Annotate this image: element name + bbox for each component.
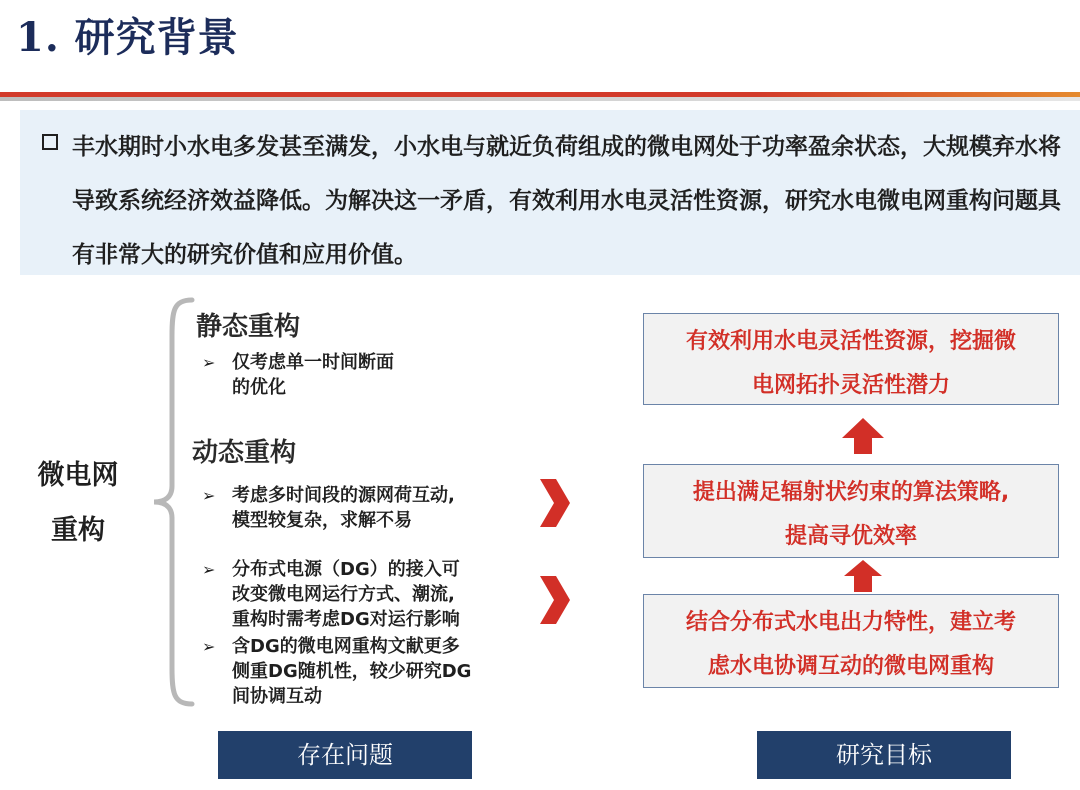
dynamic-item-3 bbox=[196, 634, 471, 709]
label-line-1: 微电网 bbox=[37, 460, 119, 491]
dynamic-item-2-line-1: 分布式电源（DG）的接入可 bbox=[232, 559, 460, 580]
arrowhead-bullet-icon: ➢ bbox=[202, 353, 216, 372]
goal-mid-line-2: 提高寻优效率 bbox=[784, 524, 917, 549]
label-line-2: 重构 bbox=[51, 515, 105, 546]
goal-box-bottom bbox=[643, 594, 1059, 688]
static-item-line-1: 仅考虑单一时间断面 bbox=[232, 352, 394, 373]
intro-panel bbox=[20, 110, 1080, 275]
dynamic-item-3-line-2: 侧重DG随机性，较少研究DG bbox=[232, 661, 472, 682]
dynamic-item-1-line-1: 考虑多时间段的源网荷互动, bbox=[232, 485, 455, 506]
arrow-up-icon bbox=[840, 416, 886, 456]
arrowhead-bullet-icon: ➢ bbox=[202, 560, 216, 579]
dynamic-item-2-line-2: 改变微电网运行方式、潮流, bbox=[232, 584, 455, 605]
goal-box-top bbox=[643, 313, 1059, 405]
intro-text: 丰水期时小水电多发甚至满发，小水电与就近负荷组成的微电网处于功率盈余状态，大规模弃水将导致系统经济效益降低。为解决这一矛盾，有效利用水电灵活性资源，研究水电微电网重构问题具有非常大的研究价值和应用价值。 bbox=[72, 134, 1061, 268]
arrow-up-icon bbox=[842, 558, 884, 594]
curly-brace-icon bbox=[150, 296, 200, 708]
square-bullet-icon bbox=[42, 134, 58, 150]
arrowhead-bullet-icon: ➢ bbox=[202, 637, 216, 656]
goal-top-line-1: 有效利用水电灵活性资源，挖掘微 bbox=[685, 329, 1016, 354]
goal-bottom-line-2: 虑水电协调互动的微电网重构 bbox=[707, 654, 994, 679]
static-item-line-2: 的优化 bbox=[232, 377, 286, 398]
dynamic-item-2-line-3: 重构时需考虑DG对运行影响 bbox=[232, 609, 460, 630]
goal-top-line-2: 电网拓扑灵活性潜力 bbox=[751, 373, 950, 398]
static-item bbox=[196, 350, 394, 400]
dynamic-item-1-line-2: 模型较复杂，求解不易 bbox=[232, 510, 412, 531]
dynamic-item-3-line-3: 间协调互动 bbox=[232, 686, 322, 707]
chevron-right-icon bbox=[538, 477, 572, 529]
dynamic-reconfig-title: 动态重构 bbox=[192, 438, 297, 468]
goal-mid-line-1: 提出满足辐射状约束的算法策略, bbox=[692, 480, 1010, 505]
problems-button[interactable]: 存在问题 bbox=[218, 731, 472, 779]
goal-bottom-line-1: 结合分布式水电出力特性，建立考 bbox=[685, 610, 1016, 635]
microgrid-reconfig-label bbox=[22, 448, 134, 558]
dynamic-item-1 bbox=[196, 483, 455, 533]
title-rule-gray bbox=[0, 97, 1080, 101]
dynamic-item-2 bbox=[196, 557, 460, 632]
goals-button[interactable]: 研究目标 bbox=[757, 731, 1011, 779]
goal-box-middle bbox=[643, 464, 1059, 558]
chevron-right-icon bbox=[538, 574, 572, 626]
dynamic-item-3-line-1: 含DG的微电网重构文献更多 bbox=[232, 636, 460, 657]
static-reconfig-title: 静态重构 bbox=[196, 312, 301, 342]
arrowhead-bullet-icon: ➢ bbox=[202, 486, 216, 505]
page-title: 1. 研究背景 bbox=[16, 14, 239, 61]
